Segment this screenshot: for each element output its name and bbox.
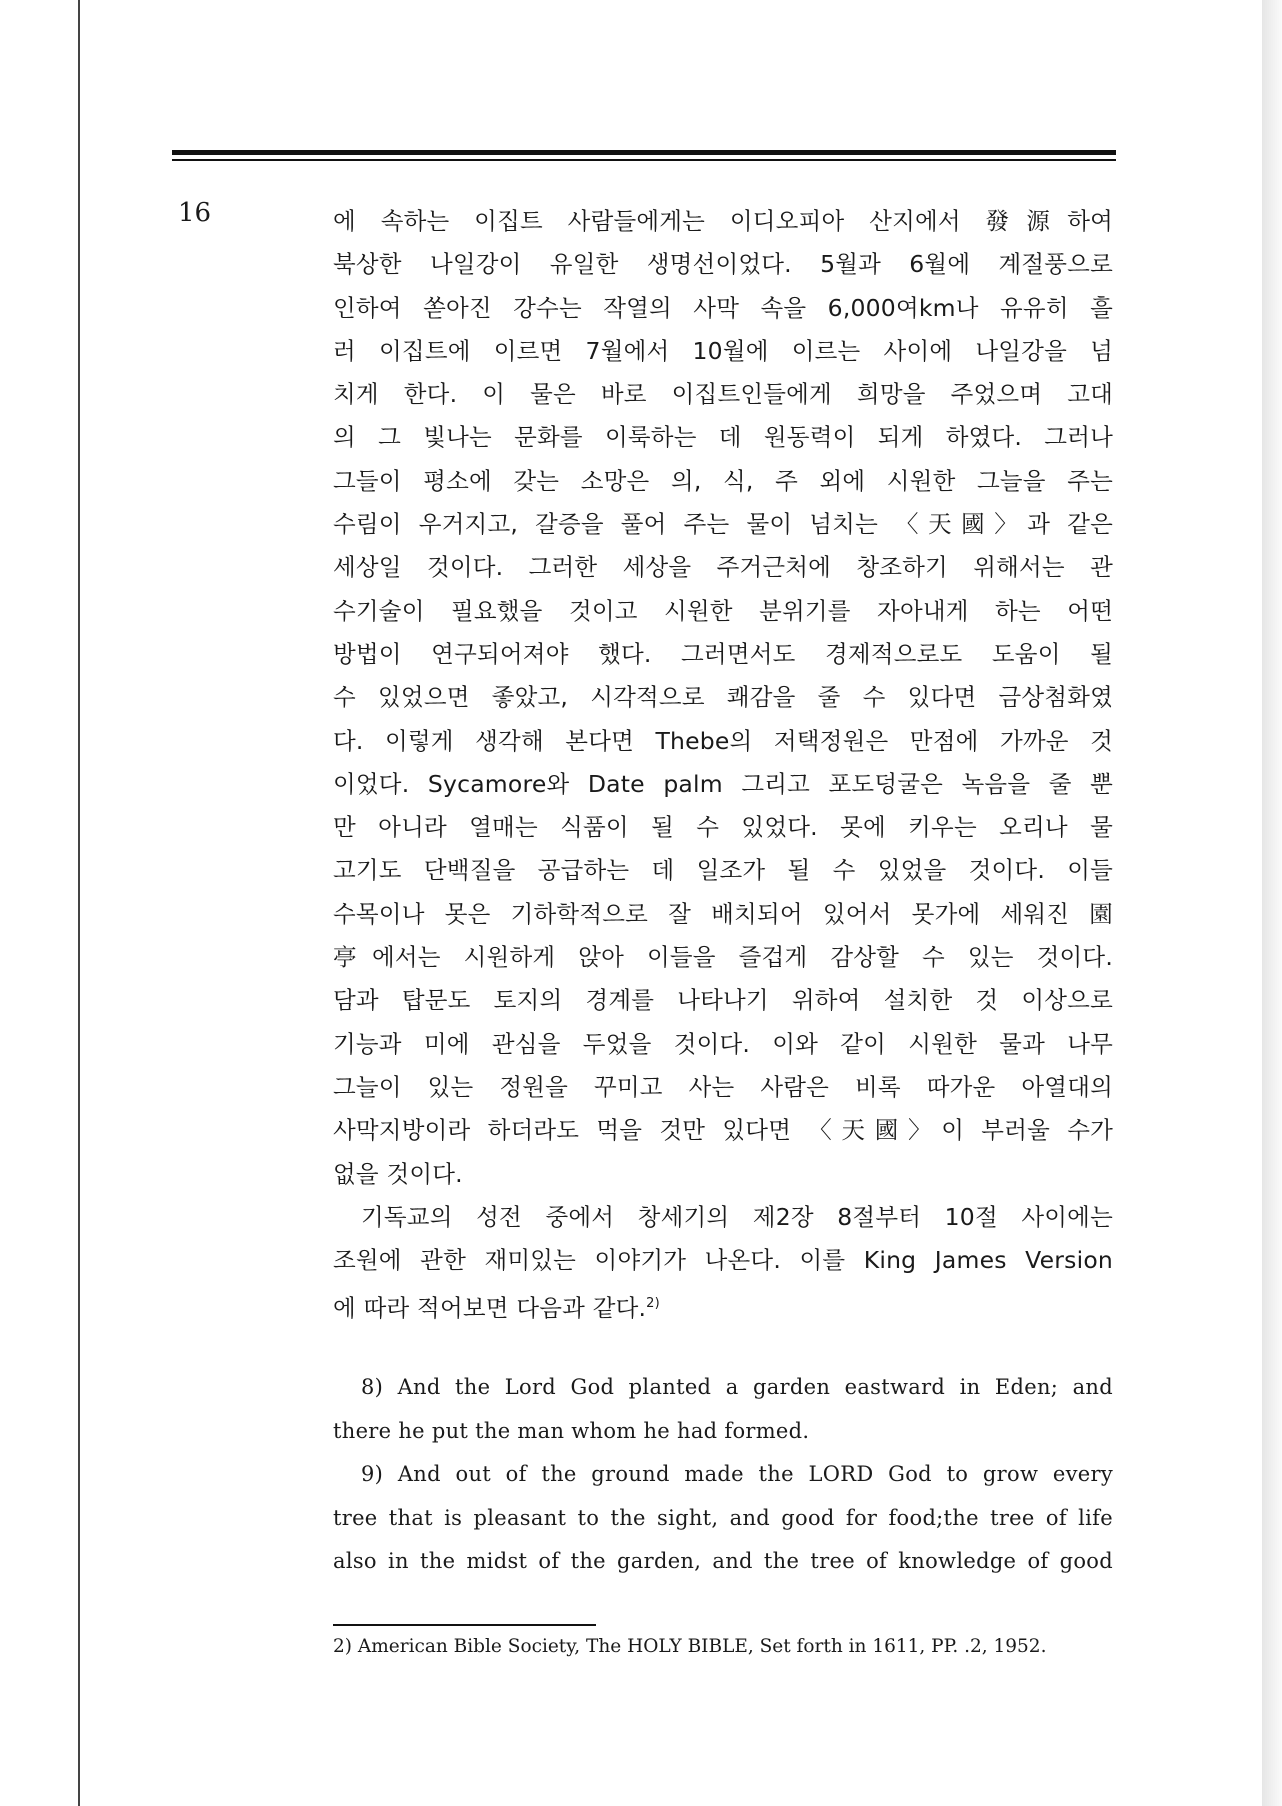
text-line: 북상한 나일강이 유일한 생명선이었다. 5월과 6월에 계절풍으로: [333, 250, 1113, 279]
text-line: 만 아니라 열매는 식품이 될 수 있었다. 못에 키우는 오리나 물: [333, 813, 1113, 842]
header-rule-thin: [172, 159, 1116, 161]
text-line: 수기술이 필요했을 것이고 시원한 분위기를 자아내게 하는 어떤: [333, 596, 1113, 625]
quote-line: there he put the man whom he had formed.: [333, 1418, 810, 1443]
header-rule-thick: [172, 150, 1116, 155]
footnote-rule: [333, 1624, 596, 1626]
text-line: 수 있었으면 좋았고, 시각적으로 쾌감을 줄 수 있다면 금상첨화였: [333, 683, 1113, 712]
text-line: 에 따라 적어보면 다음과 같다.: [333, 1294, 647, 1323]
text-line: 수목이나 못은 기하학적으로 잘 배치되어 있어서 못가에 세워진 園: [333, 899, 1113, 928]
text-line: 사막지방이라 하더라도 먹을 것만 있다면 〈天國〉이 부러울 수가: [333, 1116, 1113, 1145]
text-line: 그늘이 있는 정원을 꾸미고 사는 사람은 비록 따가운 아열대의: [333, 1072, 1113, 1101]
page-left-edge: [78, 0, 80, 1806]
text-line: 다. 이렇게 생각해 본다면 Thebe의 저택정원은 만점에 가까운 것: [333, 726, 1113, 755]
quote-line: 8) And the Lord God planted a garden eastward in Eden; and: [361, 1375, 1113, 1399]
quote-line: 9) And out of the ground made the LORD God to grow every: [361, 1462, 1113, 1486]
text-line: 조원에 관한 재미있는 이야기가 나온다. 이를 King James Version: [333, 1246, 1113, 1275]
text-line: 인하여 쏟아진 강수는 작열의 사막 속을 6,000여km나 유유히 흘: [333, 293, 1113, 322]
page-number: 16: [178, 198, 212, 228]
quote-line: tree that is pleasant to the sight, and good for food;the tree of life: [333, 1505, 1113, 1530]
text-line: 치게 한다. 이 물은 바로 이집트인들에게 희망을 주었으며 고대: [333, 380, 1113, 409]
text-line: 亭에서는 시원하게 앉아 이들을 즐겁게 감상할 수 있는 것이다.: [333, 943, 1113, 972]
text-line: 세상일 것이다. 그러한 세상을 주거근처에 창조하기 위해서는 관: [333, 553, 1113, 582]
text-line-with-footnote: [333, 1282, 1113, 1325]
bible-quote: [333, 1366, 1113, 1584]
text-line: 없을 것이다.: [333, 1159, 463, 1188]
body-text: [333, 200, 1113, 1326]
text-line: 담과 탑문도 토지의 경계를 나타나기 위하여 설치한 것 이상으로: [333, 986, 1113, 1015]
text-line: 수림이 우거지고, 갈증을 풀어 주는 물이 넘치는 〈天國〉과 같은: [333, 510, 1113, 539]
text-line: 기능과 미에 관심을 두었을 것이다. 이와 같이 시원한 물과 나무: [333, 1029, 1113, 1058]
footnote: 2) American Bible Society, The HOLY BIBLE, Set forth in 1611, PP. .2, 1952.: [333, 1636, 1047, 1657]
text-line: 의 그 빛나는 문화를 이룩하는 데 원동력이 되게 하였다. 그러나: [333, 423, 1113, 452]
text-line: 에 속하는 이집트 사람들에게는 이디오피아 산지에서 發源하여: [333, 207, 1113, 235]
text-line: 그들이 평소에 갖는 소망은 의, 식, 주 외에 시원한 그늘을 주는: [333, 466, 1113, 495]
text-line: 방법이 연구되어져야 했다. 그러면서도 경제적으로도 도움이 될: [333, 639, 1113, 668]
text-line: 고기도 단백질을 공급하는 데 일조가 될 수 있었을 것이다. 이들: [333, 856, 1113, 885]
quote-line: also in the midst of the garden, and the tree of knowledge of good: [333, 1549, 1113, 1573]
text-line: 이었다. Sycamore와 Date palm 그리고 포도덩굴은 녹음을 줄 뿐: [333, 769, 1113, 798]
text-line: 기독교의 성전 중에서 창세기의 제2장 8절부터 10절 사이에는: [361, 1202, 1113, 1231]
text-line: 러 이집트에 이르면 7월에서 10월에 이르는 사이에 나일강을 넘: [333, 336, 1113, 365]
footnote-marker: 2): [646, 1296, 660, 1312]
page-right-edge: [1262, 0, 1282, 1806]
